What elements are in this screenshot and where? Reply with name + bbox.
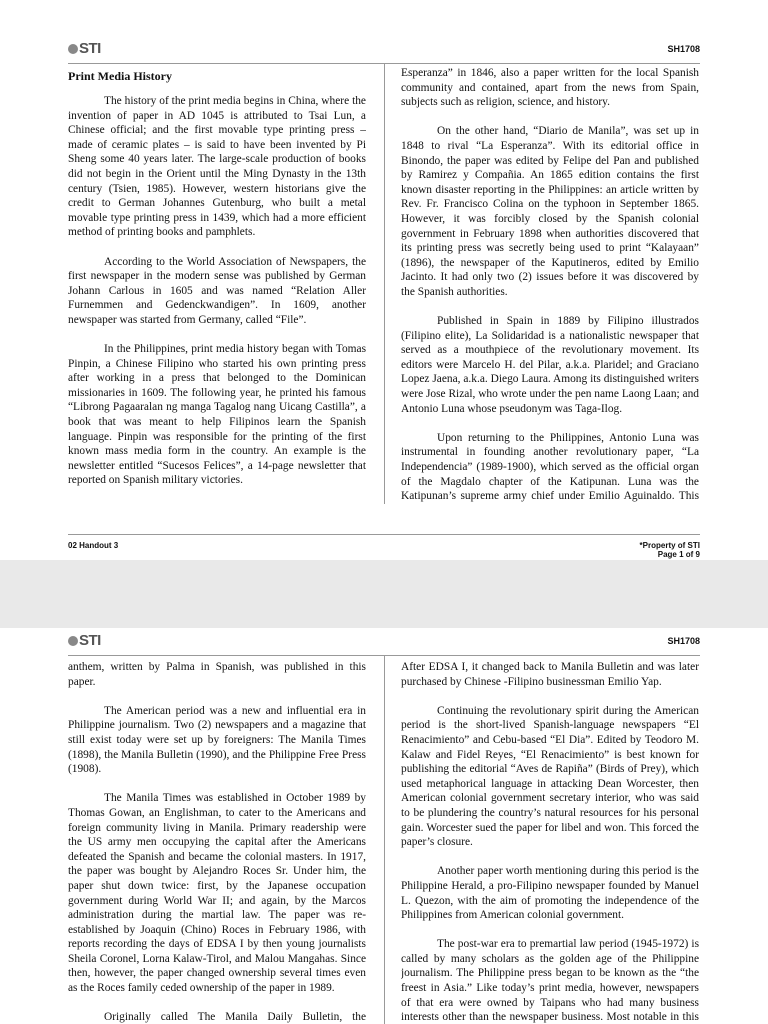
sti-logo: STI <box>68 632 101 649</box>
footer-info <box>640 541 700 559</box>
sti-logo: STI <box>68 40 101 57</box>
right-column <box>401 66 699 503</box>
paragraph: After EDSA I, it changed back to Manila Bulletin and was later purchased by Chinese -Filipino businessman Emilio Yap. <box>401 661 699 688</box>
paragraph: Continuing the revolutionary spirit during the American period is the short-lived Spanish-language newspapers “El Renacimiento” and Cebu-based “El Dia”. Edited by Teodoro M. Kalaw and Fidel Reyes, “El Renacimiento” is best known for publishing the editorial “Aves de Rapiña” (Birds of Prey), which used metaphorical language in attacking Dean Worcester, then American colonial government secretary interior, who was said to be plundering the country’s natural resources for his personal gain. Worcester sued the paper for libel and won. This forced the paper’s closure. <box>401 704 699 849</box>
page-gap <box>0 560 768 628</box>
paragraph: Esperanza” in 1846, also a paper written for the local Spanish community and contained, apart from the news from Spain, subjects such as religion, science, and history. <box>401 67 699 109</box>
footer-rule <box>68 534 700 535</box>
logo-mark-icon <box>68 636 78 646</box>
paragraph: Upon returning to the Philippines, Antonio Luna was instrumental in founding another revolutionary paper, “La Independencia” (1989-1900), which served as the official organ of the Magdalo chapter of the Katipunan. Luna was the Katipunan’s supreme army chief under Emilio Aguinaldo. This <box>401 431 699 503</box>
property-label: *Property of STI <box>639 541 700 550</box>
right-column <box>401 660 699 1024</box>
paragraph: The Manila Times was established in October 1989 by Thomas Gowan, an Englishman, to cater to the Americans and foreign community living in Manila. Primary readership were the US army men occupying the capital after the Americans defeated the Spanish and became the colonial masters. In 1917, the paper was bought by Alejandro Roces Sr. Under him, the paper shut down twice: first, by the Japanese occupation government during World War II; and again, by the Marcos administration during the martial law. The paper was re-established by Joaquin (Chino) Roces in February 1986, with reports recording the days of EDSA I by then young journalists Sheila Coronel, Lorna Kalaw-Tirol, and Malou Mangahas. Since then, however, the paper changed ownership several times even as the Roces family ceded ownership of the paper in 1989. <box>68 792 366 995</box>
document-code: SH1708 <box>667 636 700 646</box>
paragraph: In the Philippines, print media history began with Tomas Pinpin, a Chinese Filipino who started his own printing press after working in a press that belonged to the Dominican missionaries in 1609. The following year, he printed his famous “Librong Pagaaralan ng manga Tagalog nang Uicang Castilla”, a book that was meant to help Filipinos learn the Spanish language. Pinpin was responsible for the printing of the first known mass media form in the country. An example is the newsletter entitled “Sucesos Felices”, a 14-page newsletter that reported on Spanish military victories. <box>68 343 366 487</box>
left-column <box>68 66 366 503</box>
column-divider <box>384 64 385 504</box>
document-code: SH1708 <box>667 44 700 54</box>
paragraph: The American period was a new and influential era in Philippine journalism. Two (2) newspapers and a magazine that still exist today were set up by foreigners: The Manila Times (1898), the Manila Bulletin (1990), and the Philippine Free Press (1908). <box>68 704 366 776</box>
paragraph: anthem, written by Palma in Spanish, was published in this paper. <box>68 661 366 688</box>
paragraph: The history of the print media begins in China, where the invention of paper in AD 1045 is attributed to Tsai Lun, a Chinese official; and the first movable type printing press – made of ceramic plates – is said to have been invented by Pi Sheng some 40 years later. The large-scale production of books did not begin in the Orient until the Ming Dynasty in the 13th century (Tsien, 1985). However, western historians give the credit to German Johannes Gutenburg, who built a metal movable type printing press in 1439, which had a more efficient method of printing books and pamphlets. <box>68 95 366 239</box>
paragraph: Published in Spain in 1889 by Filipino illustrados (Filipino elite), La Solidaridad is a nationalistic newspaper that served as a mouthpiece of the revolutionary movement. Its editors were Marcelo H. del Pilar, a.k.a. Plaridel; and Graciano Lopez Jaena, a.k.a. Diego Laura. Among its distinguished writers were Jose Rizal, who wrote under the pen name Laong Laan; and Antonio Luna whose pseudonym was Taga-Ilog. <box>401 315 699 415</box>
page-2 <box>0 628 768 1024</box>
paragraph: According to the World Association of Newspapers, the first newspaper in the modern sense was published by German Johann Carlous in 1605 and was named “Relation Aller Furnemmen and Gedenckwandigen”. In 1609, another newspaper was started from Germany, called “File”. <box>68 255 366 326</box>
paragraph: On the other hand, “Diario de Manila”, was set up in 1848 to rival “La Esperanza”. With its editorial office in Binondo, the paper was edited by Felipe del Pan and published by Ramirez y Compañia. An 1865 edition contains the first known disaster reporting in the Philippines: an article written by Rev. Fr. Francisco Colina on the typhoon in September 1865. However, it was forcibly closed by the Spanish colonial government in February 1898 when authorities discovered that its printing press was secretly being used to print “Kalayaan” (1896), the newspaper of the Kaputineros, edited by Emilio Jacinto. It had only two (2) issues before it was discovered by the Spanish authorities. <box>401 125 699 298</box>
column-divider <box>384 656 385 1024</box>
page-number: Page 1 of 9 <box>657 550 700 559</box>
left-column <box>68 660 366 1024</box>
paragraph: Another paper worth mentioning during this period is the Philippine Herald, a pro-Filipino newspaper founded by Manuel L. Quezon, with the aim of promoting the independence of the Philippines from American colonial government. <box>401 865 699 922</box>
paragraph: The post-war era to premartial law period (1945-1972) is called by many scholars as the golden age of the Philippine journalism. The Philippine press began to be known as the “the freest in Asia.” Like today’s print media, however, newspapers of that era were owned by Taipans who had many business interests other than the newspaper business. Most notable in this <box>401 938 699 1024</box>
section-title: Print Media History <box>68 69 172 83</box>
handout-label: 02 Handout 3 <box>68 541 119 550</box>
page-header <box>68 40 700 60</box>
logo-mark-icon <box>68 44 78 54</box>
page-header <box>68 632 700 652</box>
paragraph: Originally called The Manila Daily Bulletin, the <box>104 1011 366 1024</box>
